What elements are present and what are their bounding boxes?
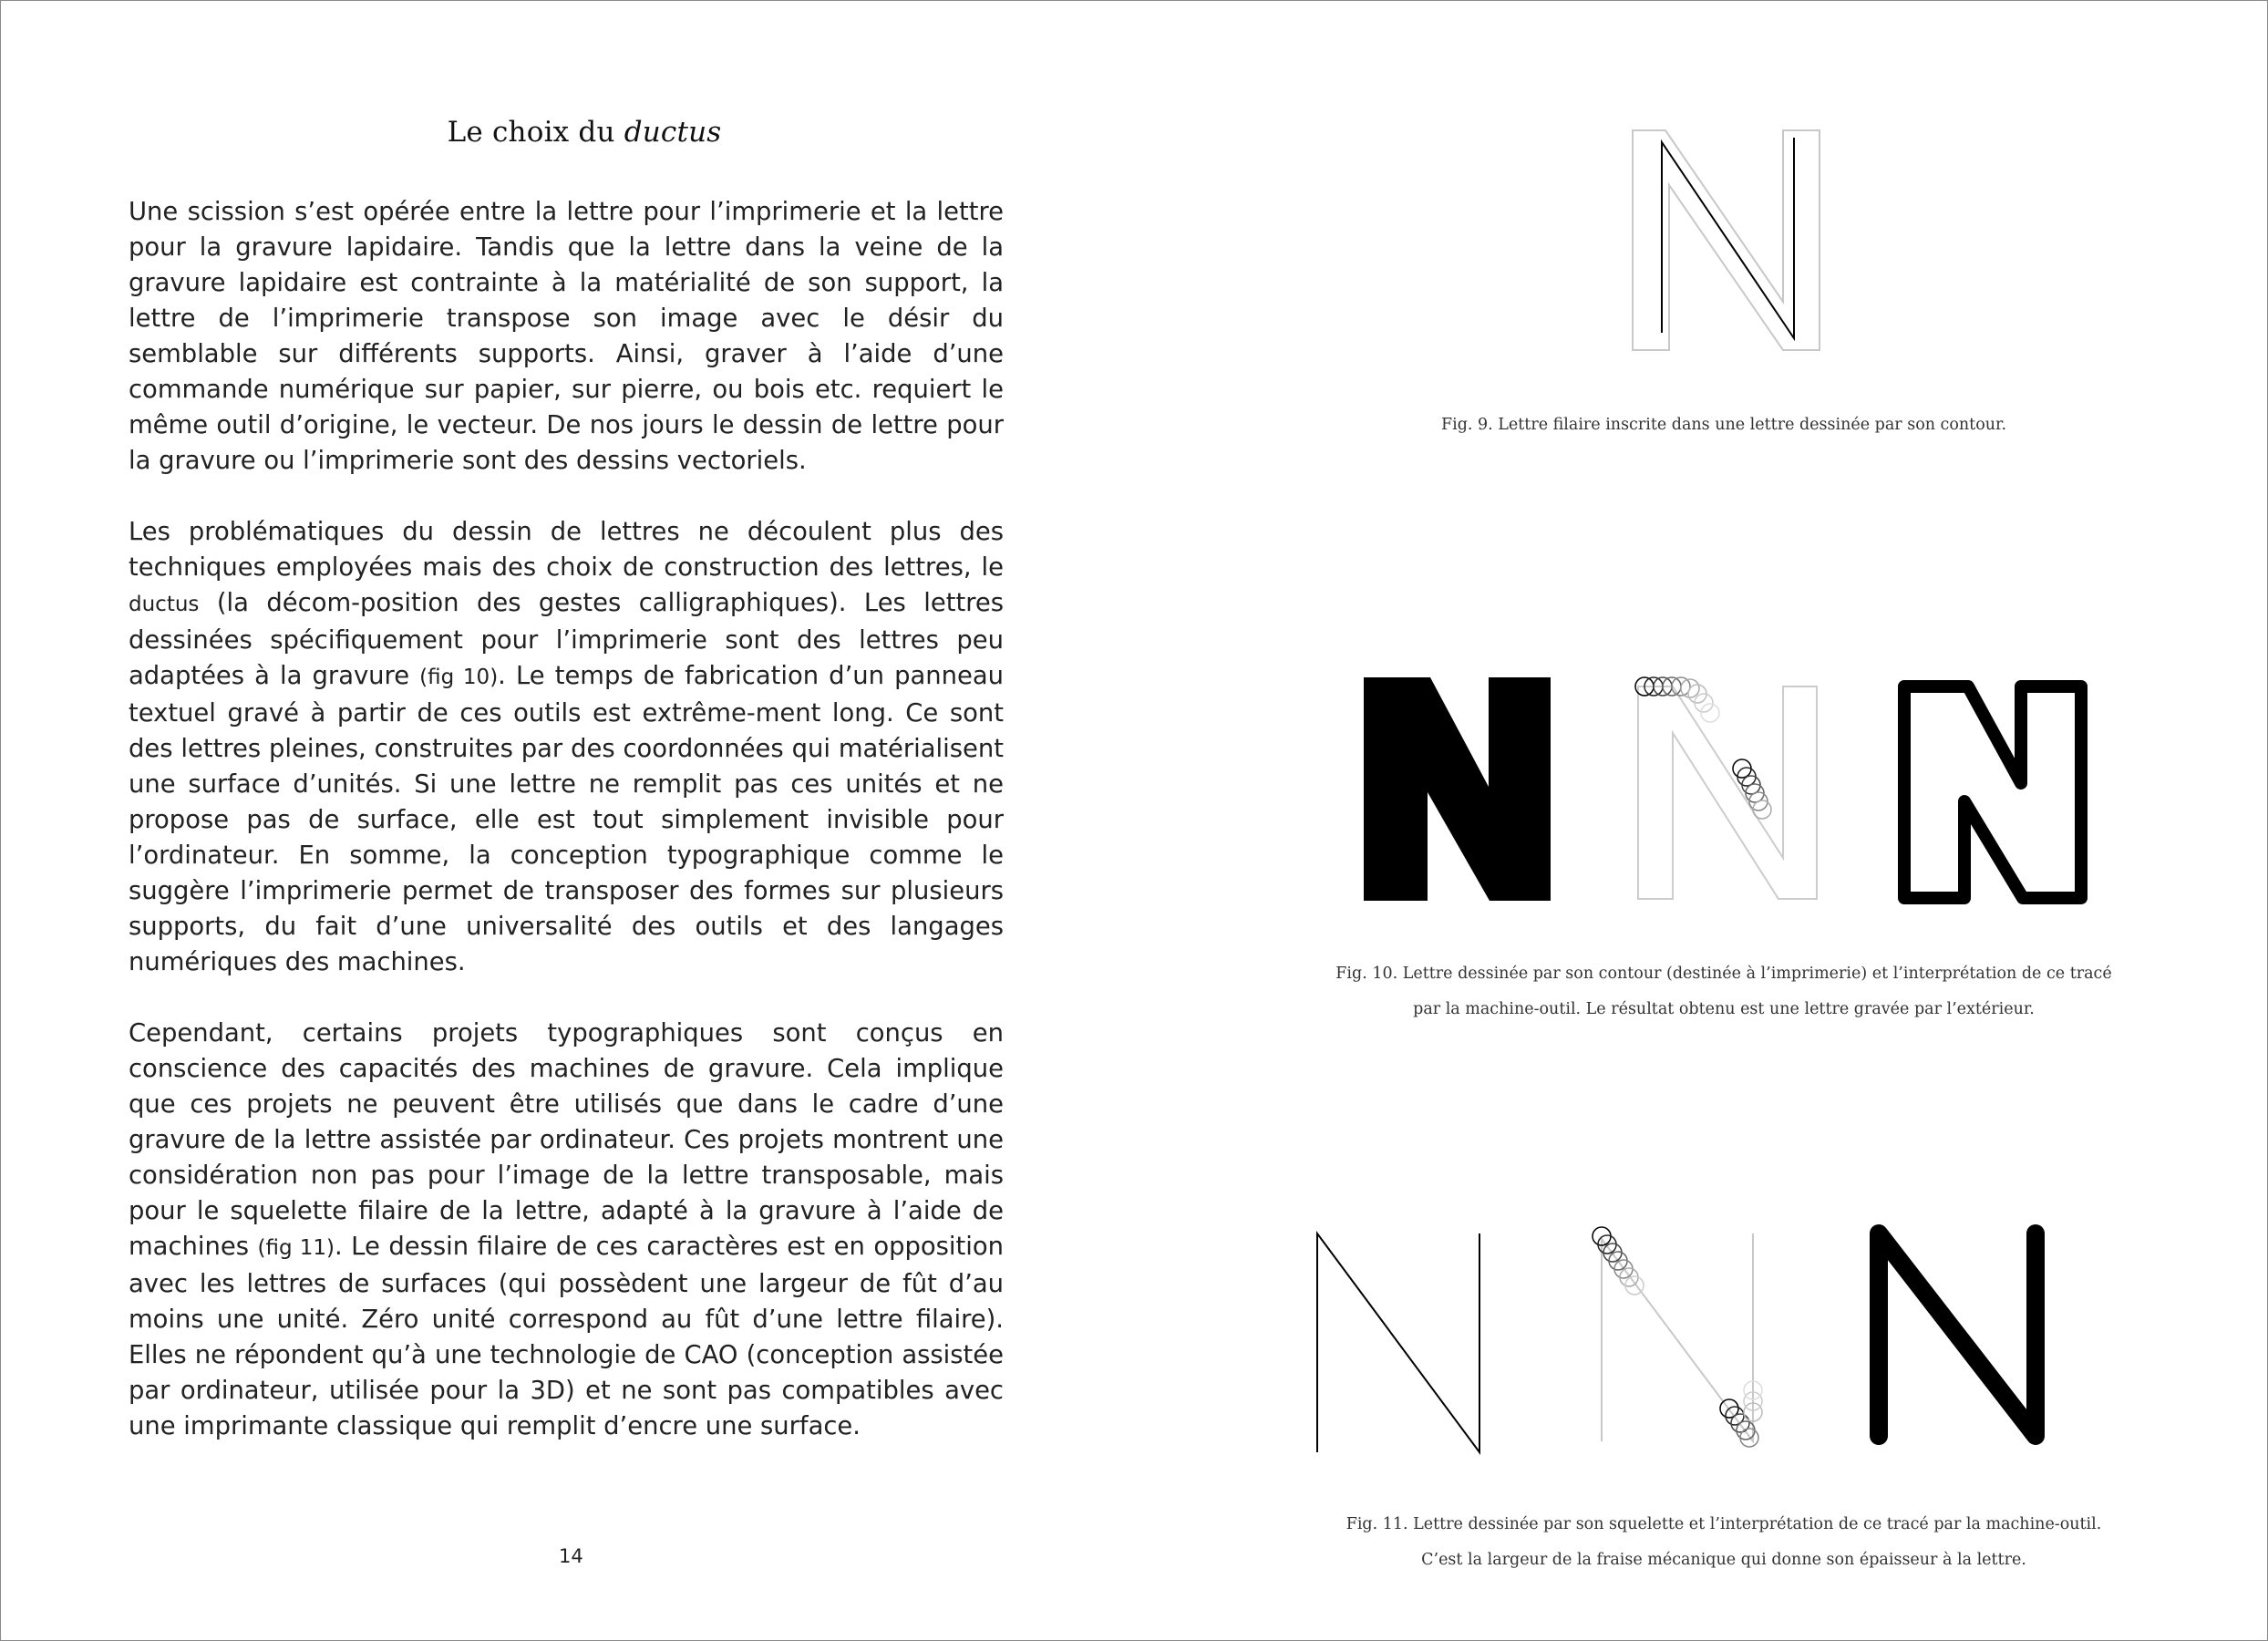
fig10-caption bbox=[1295, 956, 2152, 1027]
fig10-caption-line-1: Fig. 10. Lettre dessinée par son contour (destinée à l’imprimerie) et l’interprétation de ce tracé bbox=[1335, 965, 2112, 983]
paragraph-1: Une scission s’est opérée entre la lettre pour l’imprimerie et la lettre pour la gravure lapidaire. Tandis que la lettre dans la veine de la gravure lapidaire est contrainte à la matérialité de son support, la lettre de l’imprimerie transpose son image avec le désir du semblable sur différents supports. Ainsi, graver à l’aide d’une commande numérique sur papier, sur pierre, ou bois etc. requiert le même outil d’origine, le vecteur. De nos jours le dessin de lettre pour la gravure ou l’imprimerie sont des dessins vectoriels. bbox=[129, 198, 1004, 475]
fig11-machined-letter bbox=[1879, 1233, 2036, 1436]
fig10-tool-circles-top bbox=[1635, 677, 1719, 722]
ductus-term: ductus bbox=[129, 593, 200, 616]
figures-canvas bbox=[1, 1, 2267, 1640]
fig11-skeleton-letter bbox=[1317, 1233, 1479, 1452]
fig11-caption-line-1: Fig. 11. Lettre dessinée par son squelette et l’interprétation de ce tracé par la machine-outil. bbox=[1345, 1515, 2102, 1533]
fig10-caption-line-2: par la machine-outil. Le résultat obtenu est une lettre gravée par l’extérieur. bbox=[1413, 1000, 2035, 1018]
fig11-tool-circles-bottom bbox=[1720, 1381, 1762, 1447]
fig11-tool-path-letter bbox=[1602, 1233, 1753, 1441]
fig11-caption-line-2: C’est la largeur de la fraise mécanique qui donne son épaisseur à la lettre. bbox=[1421, 1551, 2026, 1569]
paragraph-3-text-b: . Le dessin filaire de ces caractères est en opposition avec les lettres de surfaces (qui possèdent une largeur de fût d’au moins une unité. Zéro unité correspond au fût d’une lettre filaire). Elles ne répondent qu’à une technologie de CAO (conception assistée par ordinateur, utilisée pour la 3D) et ne sont pas compatibles avec une imprimante classique qui remplit d’encre une surface. bbox=[129, 1233, 1004, 1440]
fig10-engraved-letter bbox=[1904, 686, 2081, 898]
fig10-contour-letter bbox=[1638, 686, 1817, 899]
fig9-caption bbox=[1295, 408, 2152, 443]
fig-10-reference: (fig 10) bbox=[419, 666, 499, 689]
fig-11-reference: (fig 11) bbox=[257, 1236, 335, 1260]
title-text: Le choix du bbox=[447, 116, 624, 149]
page-number: 14 bbox=[559, 1545, 583, 1567]
fig9-outline-letter bbox=[1633, 130, 1820, 350]
fig9-wire-letter bbox=[1662, 138, 1794, 338]
fig9-caption-line: Fig. 9. Lettre filaire inscrite dans une lettre dessinée par son contour. bbox=[1440, 416, 2007, 434]
title-italic: ductus bbox=[624, 116, 722, 149]
paragraph-2-text-c: . Le temps de fabrication d’un panneau textuel gravé à partir de ces outils est extrême-ment long. Ce sont des lettres pleines, construites par des coordonnées qui matérialisent une surface d’unités. Si une lettre ne remplit pas ces unités et ne propose pas de surface, elle est tout simplement invisible pour l’ordinateur. En somme, la conception typographique comme le suggère l’imprimerie permet de transposer des formes sur plusieurs supports, du fait d’une universalité des outils et des langages numériques des machines. bbox=[129, 662, 1004, 976]
paragraph-3-text-a: Cependant, certains projets typographiques sont conçus en conscience des capacités des machines de gravure. Cela implique que ces projets ne peuvent être utilisés que dans le cadre d’une gravure de la lettre assistée par ordinateur. Ces projets montrent une considération non pas pour l’image de la lettre transposable, mais pour le squelette filaire de la lettre, adapté à la gravure à l’aide de machines bbox=[129, 1019, 1004, 1261]
paragraph-2-text-a: Les problématiques du dessin de lettres ne découlent plus des techniques employées mais des choix de construction des lettres, le bbox=[129, 518, 1004, 582]
fig10-solid-letter bbox=[1364, 677, 1551, 901]
paragraph-2-text-b: (la décom-position des gestes calligraphiques). Les lettres dessinées spécifiquement pour l’imprimerie sont des lettres peu adaptées à la gravure bbox=[129, 589, 1004, 690]
fig11-caption bbox=[1295, 1507, 2152, 1578]
